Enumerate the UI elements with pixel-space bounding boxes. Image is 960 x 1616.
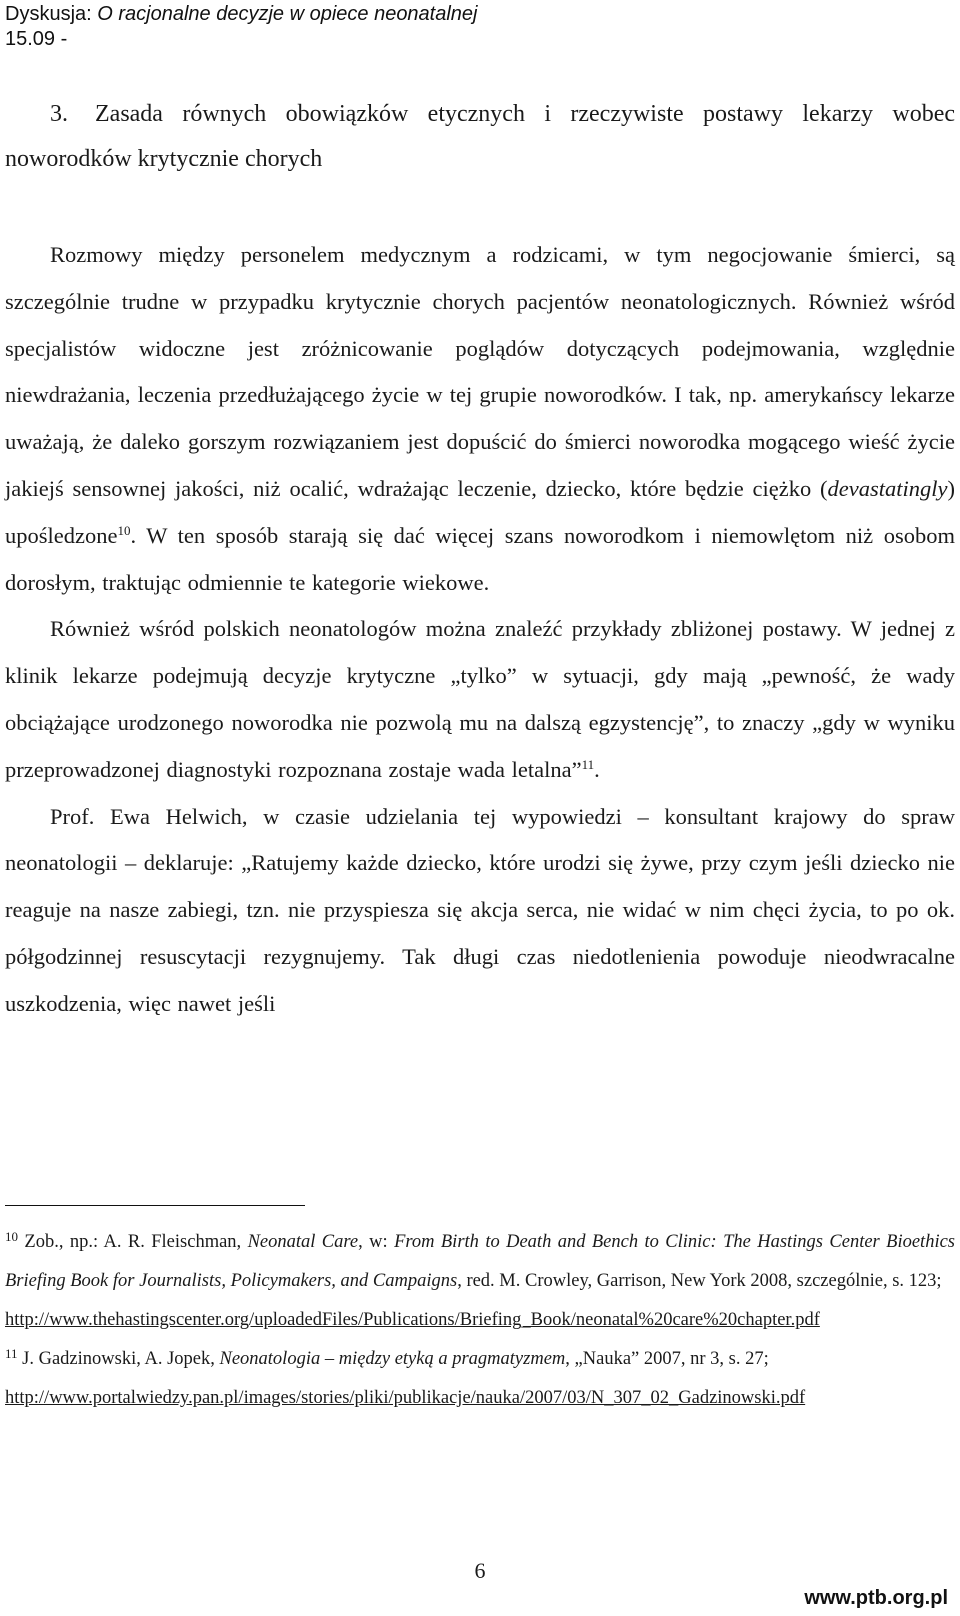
paragraph-1-text-b: ) upośledzone (5, 475, 955, 548)
footnote-10-link-line (5, 1301, 955, 1340)
footnote-11-link-line (5, 1379, 955, 1418)
header-date: 15.09 - (5, 28, 68, 50)
footnote-10-mark: 10 (5, 1229, 18, 1244)
section-number: 3. (50, 101, 68, 127)
paragraph-1-text-a: Rozmowy między personelem medycznym a rodzicami, w tym negocjowanie śmierci, są szczególnie trudne w przypadku krytycznie chorych pacjentów neonatologicznych. Również wśród specjalistów widoczne jest zróżnicowanie poglądów dotyczących podejmowania, względnie niewdrażania, leczenia przedłużającego życie w tej grupie noworodków. I tak, np. amerykańscy lekarze uważają, że daleko gorszym rozwiązaniem jest dopuścić do śmierci noworodka mogącego wieść życie jakiejś sensownej jakości, niż ocalić, wdrażając leczenie, dziecko, które będzie ciężko ( (5, 242, 955, 501)
footnote-11 (5, 1340, 955, 1379)
footnote-ref-10[interactable]: 10 (117, 522, 131, 538)
footnote-11-text-b: , „Nauka” 2007, nr 3, s. 27; (565, 1349, 769, 1369)
footnote-10 (5, 1223, 955, 1301)
footnote-11-italic: Neonatologia – między etyką a pragmatyzmem (219, 1349, 566, 1369)
footnote-10-italic-1: Neonatal Care (247, 1232, 359, 1252)
footnote-10-text-b: , w: (358, 1232, 395, 1252)
header-title: O racjonalne decyzje w opiece neonatalnej (97, 3, 478, 25)
paragraph-1-italic: devastatingly (827, 475, 948, 501)
paragraph-1 (5, 232, 955, 606)
page-number: 6 (474, 1558, 486, 1583)
document-header (5, 2, 478, 52)
footnote-ref-11[interactable]: 11 (581, 756, 595, 772)
footnote-11-link[interactable]: http://www.portalwiedzy.pan.pl/images/stories/pliki/publikacje/nauka/2007/03/N_307_02_Gadzinowski.pdf (5, 1388, 806, 1408)
footnote-10-text-a: Zob., np.: A. R. Fleischman, (18, 1232, 248, 1252)
footnotes (5, 1223, 955, 1418)
body-text (5, 232, 955, 1028)
header-line-1 (5, 2, 478, 27)
footnote-separator (5, 1205, 305, 1206)
footnote-11-text-a: J. Gadzinowski, A. Jopek, (17, 1349, 220, 1369)
section-heading (5, 92, 955, 182)
footnote-10-link[interactable]: http://www.thehastingscenter.org/uploadedFiles/Publications/Briefing_Book/neonatal%20care%20chapter.pdf (5, 1310, 820, 1330)
paragraph-3: Prof. Ewa Helwich, w czasie udzielania tej wypowiedzi – konsultant krajowy do spraw neonatologii – deklaruje: „Ratujemy każde dziecko, które urodzi się żywe, przy czym jeśli dziecko nie reaguje na nasze zabiegi, tzn. nie przyspiesza się akcja serca, nie widać w nim chęci życia, to po ok. półgodzinnej resuscytacji rezygnujemy. Tak długi czas niedotlenienia powoduje nieodwracalne uszkodzenia, więc nawet jeśli (5, 803, 955, 1016)
paragraph-2-text-a: Również wśród polskich neonatologów można znaleźć przykłady zbliżonej postawy. W jednej z klinik lekarze podejmują decyzje krytyczne „tylko” w sytuacji, gdy mają „pewność, że wady obciążające urodzonego noworodka nie pozwolą mu na dalszą egzystencję”, to znaczy „gdy w wyniku przeprowadzonej diagnostyki rozpoznana zostaje wada letalna” (5, 616, 955, 782)
paragraph-2 (5, 606, 955, 793)
paragraph-1-text-c: . W ten sposób starają się dać więcej szans noworodkom i niemowlętom niż osobom dorosłym, traktując odmiennie te kategorie wiekowe. (5, 522, 955, 595)
footnote-11-mark: 11 (5, 1346, 18, 1361)
site-footer: www.ptb.org.pl (804, 1587, 948, 1609)
footnote-10-italic-2: From Birth to Death and Bench to Clinic: The Hastings Center Bioethics Briefing Book for Journalists, Policymakers, and Campaigns (5, 1232, 956, 1291)
paragraph-2-text-b: . (594, 756, 600, 782)
section-title: Zasada równych obowiązków etycznych i rzeczywiste postawy lekarzy wobec noworodków krytycznie chorych (5, 101, 955, 172)
footnote-10-text-c: , red. M. Crowley, Garrison, New York 2008, szczególnie, s. 123; (457, 1271, 942, 1291)
header-prefix: Dyskusja: (5, 3, 98, 25)
